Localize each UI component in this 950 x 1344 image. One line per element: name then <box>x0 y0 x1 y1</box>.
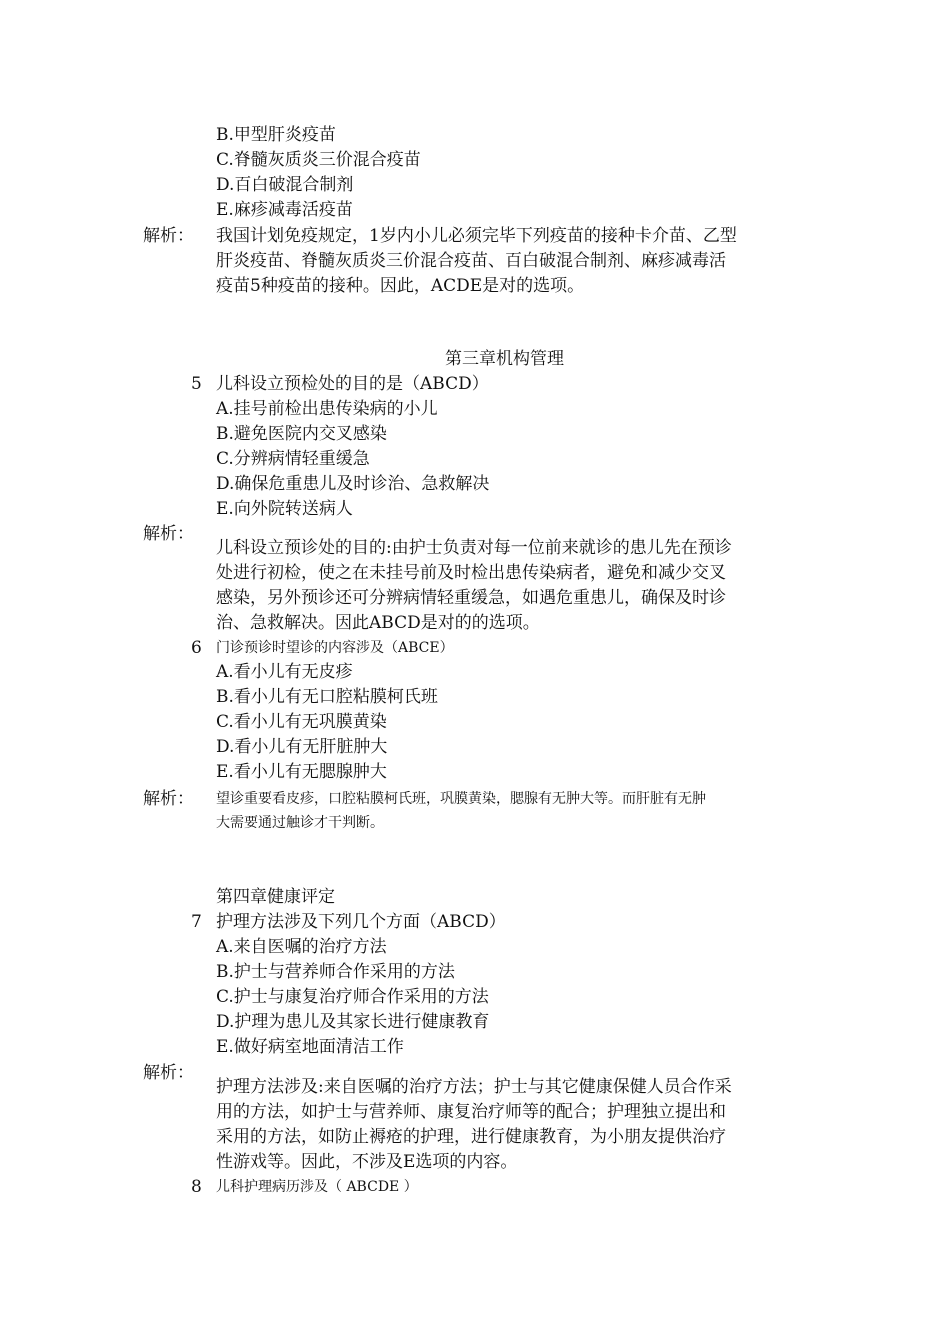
q5-option-e: E.向外院转送病人 <box>216 499 353 519</box>
q5-analysis-line: 感染，另外预诊还可分辨病情轻重缓急，如遇危重患儿，确保及时诊 <box>216 588 726 608</box>
q5-analysis-line: 处进行初检，使之在未挂号前及时检出患传染病者，避免和减少交叉 <box>216 563 726 583</box>
q7-option-a: A.来自医嘱的治疗方法 <box>216 937 387 957</box>
q5-option-c: C.分辨病情轻重缓急 <box>216 449 370 469</box>
q5-option-b: B.避免医院内交叉感染 <box>216 424 387 444</box>
q7-option-e: E.做好病室地面清洁工作 <box>216 1037 404 1057</box>
q4-option-d: D.百白破混合制剂 <box>216 175 354 195</box>
q7-analysis-line: 护理方法涉及:来自医嘱的治疗方法；护士与其它健康保健人员合作采 <box>216 1077 732 1097</box>
q4-option-c: C.脊髓灰质炎三价混合疫苗 <box>216 150 421 170</box>
q7-analysis-line: 用的方法，如护士与营养师、康复治疗师等的配合；护理独立提出和 <box>216 1102 726 1122</box>
q6-analysis-label: 解析： <box>143 789 194 809</box>
q5-option-a: A.挂号前检出患传染病的小儿 <box>216 399 438 419</box>
q5-option-d: D.确保危重患儿及时诊治、急救解决 <box>216 474 490 494</box>
chapter-3-title: 第三章机构管理 <box>445 349 564 369</box>
q4-analysis-line: 我国计划免疫规定，1岁内小儿必须完毕下列疫苗的接种卡介苗、乙型 <box>216 226 737 246</box>
q4-analysis-line: 肝炎疫苗、脊髓灰质炎三价混合疫苗、百白破混合制剂、麻疹减毒活 <box>216 251 726 271</box>
q5-question: 儿科设立预检处的目的是（ABCD） <box>216 374 489 394</box>
q6-option-e: E.看小儿有无腮腺肿大 <box>216 762 387 782</box>
q7-number: 7 <box>191 912 202 932</box>
q5-analysis-line: 治、急救解决。因此ABCD是对的的选项。 <box>216 613 540 633</box>
q7-question: 护理方法涉及下列几个方面（ABCD） <box>216 912 506 932</box>
q8-number: 8 <box>191 1177 202 1197</box>
q5-analysis-label: 解析： <box>143 524 194 544</box>
q6-option-d: D.看小儿有无肝脏肿大 <box>216 737 388 757</box>
q8-question: 儿科护理病历涉及（ ABCDE ） <box>216 1179 418 1195</box>
q4-option-e: E.麻疹减毒活疫苗 <box>216 200 353 220</box>
q6-option-c: C.看小儿有无巩膜黄染 <box>216 712 387 732</box>
q5-number: 5 <box>191 374 202 394</box>
q6-option-a: A.看小儿有无皮疹 <box>216 662 353 682</box>
q4-analysis-line: 疫苗5种疫苗的接种。因此，ACDE是对的选项。 <box>216 276 585 296</box>
q6-option-b: B.看小儿有无口腔粘膜柯氏班 <box>216 687 438 707</box>
q5-analysis-line: 儿科设立预诊处的目的:由护士负责对每一位前来就诊的患儿先在预诊 <box>216 538 732 558</box>
chapter-4-title: 第四章健康评定 <box>216 887 335 907</box>
q7-option-b: B.护士与营养师合作采用的方法 <box>216 962 455 982</box>
q7-analysis-label: 解析： <box>143 1063 194 1083</box>
q4-option-b: B.甲型肝炎疫苗 <box>216 125 336 145</box>
q6-analysis-line: 大需要通过触诊才干判断。 <box>216 815 384 831</box>
q7-option-d: D.护理为患儿及其家长进行健康教育 <box>216 1012 490 1032</box>
q7-analysis-line: 性游戏等。因此，不涉及E选项的内容。 <box>216 1152 518 1172</box>
q7-analysis-line: 采用的方法，如防止褥疮的护理，进行健康教育，为小朋友提供治疗 <box>216 1127 726 1147</box>
q6-question: 门诊预诊时望诊的内容涉及（ABCE） <box>216 640 454 656</box>
q6-number: 6 <box>191 638 202 658</box>
q4-analysis-label: 解析： <box>143 226 194 246</box>
q6-analysis-line: 望诊重要看皮疹，口腔粘膜柯氏班，巩膜黄染，腮腺有无肿大等。而肝脏有无肿 <box>216 791 706 807</box>
q7-option-c: C.护士与康复治疗师合作采用的方法 <box>216 987 489 1007</box>
